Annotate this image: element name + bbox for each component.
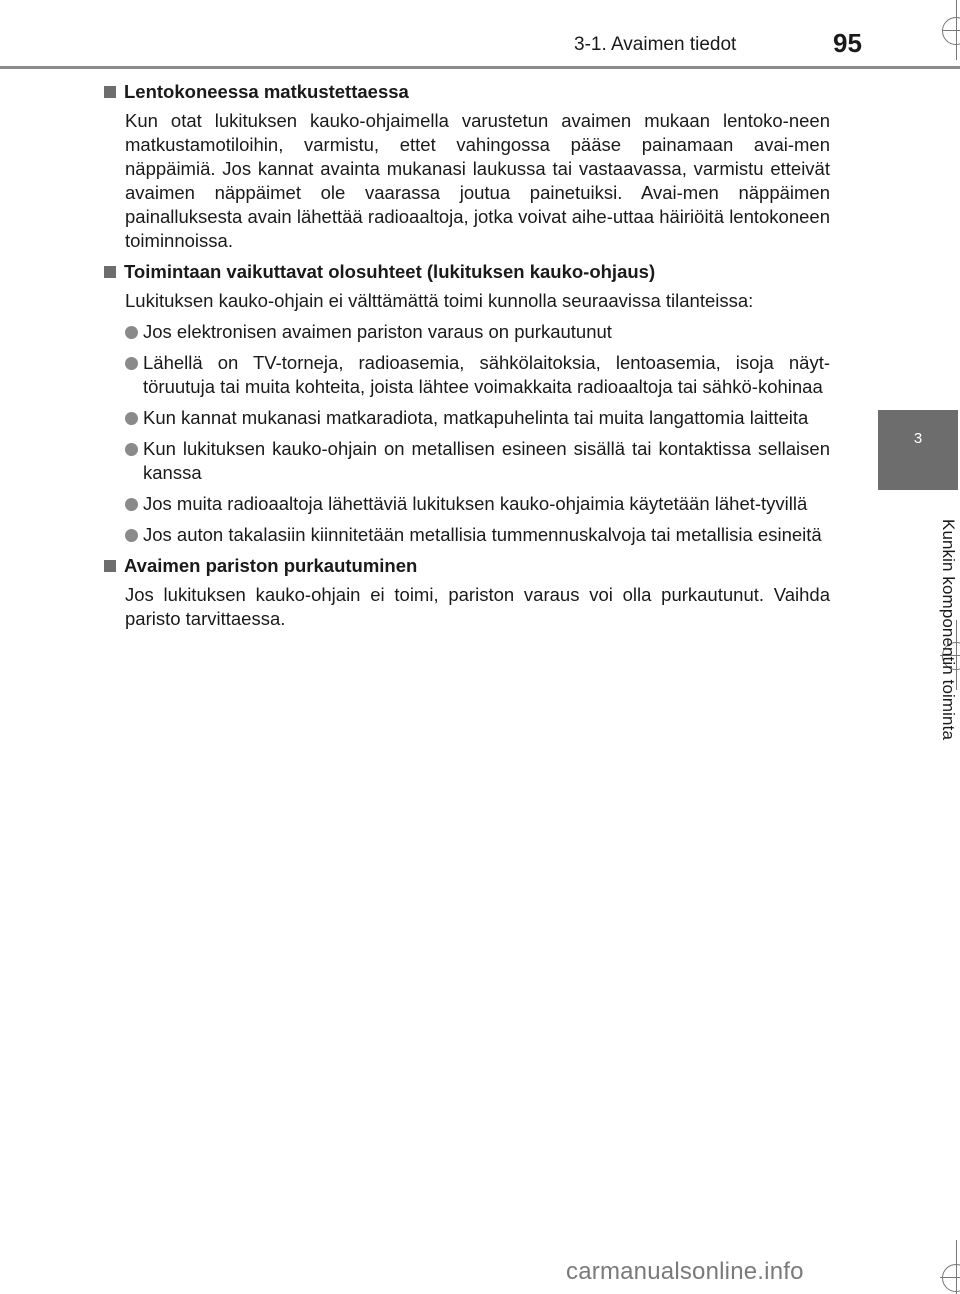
heading-text: Avaimen pariston purkautuminen [124, 555, 418, 576]
condition-list [125, 320, 830, 547]
header-divider [0, 66, 960, 69]
section-title: 3-1. Avaimen tiedot [574, 34, 737, 55]
watermark: carmanualsonline.info [566, 1258, 804, 1285]
list-item: Jos muita radioaaltoja lähettäviä lukituksen kauko-ohjaimia käytetään lähet-tyvillä [125, 492, 830, 516]
list-item: Jos elektronisen avaimen pariston varaus on purkautunut [125, 320, 830, 344]
square-bullet-icon [104, 560, 116, 572]
heading-text: Toimintaan vaikuttavat olosuhteet (lukituksen kauko-ohjaus) [124, 261, 656, 282]
circle-bullet-icon [125, 326, 138, 339]
square-bullet-icon [104, 266, 116, 278]
section-paragraph: Jos lukituksen kauko-ohjain ei toimi, pariston varaus voi olla purkautunut. Vaihda paristo tarvittaessa. [125, 584, 830, 629]
circle-bullet-icon [125, 529, 138, 542]
circle-bullet-icon [125, 443, 138, 456]
main-content [104, 80, 830, 638]
list-item: Kun kannat mukanasi matkaradiota, matkapuhelinta tai muita langattomia laitteita [125, 406, 830, 430]
chapter-tab [878, 410, 958, 490]
section-battery [104, 554, 830, 631]
section-heading [104, 80, 830, 104]
circle-bullet-icon [125, 357, 138, 370]
heading-text: Lentokoneessa matkustettaessa [124, 81, 409, 102]
square-bullet-icon [104, 86, 116, 98]
circle-bullet-icon [125, 412, 138, 425]
list-item: Jos auton takalasiin kiinnitetään metallisia tummennuskalvoja tai metallisia esineitä [125, 523, 830, 547]
section-heading [104, 554, 830, 578]
section-conditions [104, 260, 830, 547]
section-heading [104, 260, 830, 284]
chapter-title: Kunkin komponentin toiminta [939, 519, 958, 740]
list-item: Lähellä on TV-torneja, radioasemia, sähkölaitoksia, lentoasemia, isoja näyt-töruutuja tai muita kohteita, joista lähtee voimakkaita radioaaltoja tai sähkö-kohinaa [125, 351, 830, 399]
chapter-number: 3 [913, 430, 923, 447]
page-number: 95 [833, 28, 862, 58]
section-paragraph: Lukituksen kauko-ohjain ei välttämättä toimi kunnolla seuraavissa tilanteissa: [125, 290, 754, 311]
circle-bullet-icon [125, 498, 138, 511]
section-airplane [104, 80, 830, 253]
section-paragraph: Kun otat lukituksen kauko-ohjaimella varustetun avaimen mukaan lentoko-neen matkustamotiloihin, varmistu, ettet vahingossa pääse painamaan avai-men näppäimiä. Jos kannat avainta mukanasi laukussa tai vastaavassa, varmistu etteivät avaimen näppäimet ole vaarassa joutua painetuiksi. Avai-men näppäimen painalluksesta avain lähettää radioaaltoja, jotka voivat aihe-uttaa häiriöitä lentokoneen toiminnoissa. [125, 110, 830, 251]
list-item: Kun lukituksen kauko-ohjain on metallisen esineen sisällä tai kontaktissa sellaisen kanssa [125, 437, 830, 485]
